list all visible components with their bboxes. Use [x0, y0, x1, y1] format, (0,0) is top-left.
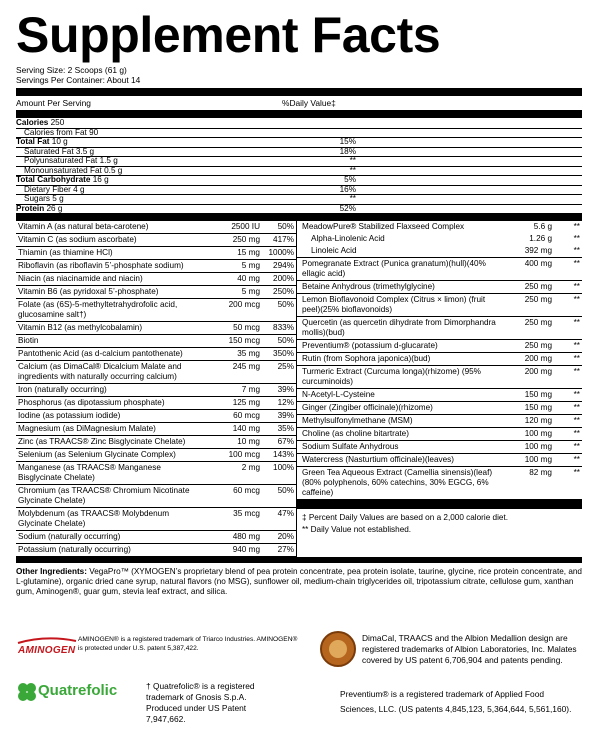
nutrient-name: Calcium (as DimaCal® Dicalcium Malate and ingredients with naturally occurring calcium): [18, 362, 182, 381]
macro-name: Total Carbohydrate 16 g: [16, 175, 109, 185]
nutrient-amount: 200 mcg: [228, 300, 260, 309]
nutrient-row: [297, 389, 582, 402]
footnote-not-established: ** Daily Value not established.: [302, 525, 412, 534]
nutrient-daily-value: **: [573, 390, 580, 399]
macro-row: [16, 137, 582, 147]
nutrient-row: [297, 467, 582, 499]
daily-value-header: %Daily Value‡: [282, 97, 336, 108]
nutrient-amount: 250 mg: [524, 341, 552, 350]
nutrient-name: Turmeric Extract (Curcuma longa)(rhizome) (95% curcuminoids): [302, 367, 481, 386]
nutrient-amount: 5.6 g: [533, 222, 552, 231]
nutrient-amount: 200 mg: [524, 354, 552, 363]
nutrient-amount: 15 mg: [237, 248, 260, 257]
nutrient-row: [16, 485, 296, 508]
nutrient-amount: 940 mg: [232, 545, 260, 554]
macro-name: Calories from Fat 90: [24, 127, 99, 137]
nutrient-row: [16, 247, 296, 260]
nutrient-amount: 140 mg: [232, 424, 260, 433]
macro-name: Polyunsaturated Fat 1.5 g: [24, 156, 118, 166]
nutrient-daily-value: 35%: [277, 424, 294, 433]
macro-row: [16, 204, 582, 214]
nutrient-name: Niacin (as niacinamide and niacin): [18, 274, 143, 283]
macro-daily-value: 15%: [339, 137, 356, 147]
nutrient-daily-value: **: [573, 222, 580, 231]
left-nutrient-column: [16, 221, 297, 557]
nutrient-row: [16, 348, 296, 361]
nutrient-name: Vitamin A (as natural beta-carotene): [18, 222, 149, 231]
nutrient-name: Vitamin B6 (as pyridoxal 5’-phosphate): [18, 287, 159, 296]
right-nutrient-column: [297, 221, 582, 557]
nutrient-amount: 150 mcg: [228, 336, 260, 345]
nutrient-name: Potassium (naturally occurring): [18, 545, 131, 554]
footnotes: [297, 509, 582, 539]
nutrient-amount: 245 mg: [232, 362, 260, 371]
clover-icon: [16, 681, 38, 703]
nutrient-daily-value: 12%: [277, 398, 294, 407]
page-title: Supplement Facts: [16, 7, 441, 63]
other-ingredients: [16, 557, 582, 597]
nutrient-name: Choline (as choline bitartrate): [302, 429, 409, 438]
nutrient-amount: 60 mcg: [233, 486, 260, 495]
nutrient-amount: 5 mg: [241, 287, 260, 296]
nutrient-daily-value: **: [573, 282, 580, 291]
nutrient-daily-value: 50%: [277, 222, 294, 231]
preventium-trademark: Preventium® is a registered trademark of Applied Food Sciences, LLC. (US patents 4,845,123, 5,364,644, 5,561,160).: [340, 689, 572, 714]
nutrient-name: MeadowPure® Stabilized Flaxseed Complex: [302, 222, 465, 231]
nutrient-row: [297, 340, 582, 353]
nutrient-row: [16, 234, 296, 247]
nutrient-name: Molybdenum (as TRAACS® Molybdenum Glycinate Chelate): [18, 509, 170, 528]
nutrient-name: Pantothenic Acid (as d-calcium pantothenate): [18, 349, 183, 358]
quatrefolic-trademark: † Quatrefolic® is a registered trademark of Gnosis S.p.A. Produced under US Patent 7,947,662.: [146, 681, 255, 724]
nutrient-name: Rutin (from Sophora japonica)(bud): [302, 354, 431, 363]
nutrient-name: Magnesium (as DiMagnesium Malate): [18, 424, 156, 433]
nutrient-name: Chromium (as TRAACS® Chromium Nicotinate Glycinate Chelate): [18, 486, 190, 505]
nutrient-row: [297, 294, 582, 317]
macro-daily-value: 5%: [344, 175, 356, 185]
nutrient-row: [16, 322, 296, 335]
macro-name: Saturated Fat 3.5 g: [24, 146, 95, 156]
nutrient-row: [16, 423, 296, 436]
macro-name: Calories 250: [16, 117, 65, 127]
macro-daily-value: **: [349, 165, 356, 175]
nutrient-daily-value: 250%: [273, 287, 294, 296]
nutrient-amount: 480 mg: [232, 532, 260, 541]
nutrient-row: [16, 286, 296, 299]
nutrient-row: [297, 454, 582, 467]
nutrient-name: Lemon Bioflavonoid Complex (Citrus × limon) (fruit peel)(25% bioflavonoids): [302, 295, 486, 314]
macro-daily-value: 18%: [339, 146, 356, 156]
nutrient-amount: 250 mg: [524, 318, 552, 327]
nutrient-daily-value: 417%: [273, 235, 294, 244]
macro-row: [16, 128, 582, 138]
nutrient-amount: 150 mg: [524, 403, 552, 412]
nutrient-amount: 400 mg: [524, 259, 552, 268]
nutrient-amount: 100 mcg: [228, 450, 260, 459]
nutrient-daily-value: 50%: [277, 336, 294, 345]
footnote-daily-value: ‡ Percent Daily Values are based on a 2,000 calorie diet.: [302, 513, 509, 522]
nutrient-name: Selenium (as Selenium Glycinate Complex): [18, 450, 176, 459]
aminogen-trademark: AMINOGEN® is a registered trademark of Triarco Industries. AMINOGEN® is protected under U.S. patent 5,387,422.: [78, 636, 298, 652]
nutrient-daily-value: **: [573, 341, 580, 350]
nutrient-amount: 250 mg: [524, 295, 552, 304]
nutrient-name: Manganese (as TRAACS® Manganese Bisglycinate Chelate): [18, 463, 161, 482]
nutrient-daily-value: **: [573, 468, 580, 477]
nutrient-columns: [16, 213, 582, 557]
nutrient-daily-value: **: [573, 259, 580, 268]
footnote-bar: [297, 499, 582, 509]
nutrient-name: Quercetin (as quercetin dihydrate from Dimorphandra mollis)(bud): [302, 318, 496, 337]
macro-row: [16, 147, 582, 157]
serving-size: Serving Size: 2 Scoops (61 g): [16, 65, 127, 75]
nutrient-amount: 200 mg: [524, 367, 552, 376]
amount-header-row: [16, 96, 582, 110]
nutrient-daily-value: **: [573, 354, 580, 363]
nutrient-name: Folate (as (6S)-5-methyltetrahydrofolic acid, glucosamine salt†): [18, 300, 178, 319]
macro-daily-value: 16%: [339, 184, 356, 194]
nutrient-name: Green Tea Aqueous Extract (Camellia sinensis)(leaf) (80% polyphenols, 60% catechins, 30% EGCG, 6% caffeine): [302, 468, 493, 497]
nutrient-amount: 82 mg: [529, 468, 552, 477]
nutrient-daily-value: 1000%: [268, 248, 294, 257]
nutrient-row: [297, 233, 582, 245]
macro-name: Total Fat 10 g: [16, 137, 68, 147]
nutrient-name: Linoleic Acid: [311, 246, 357, 255]
nutrient-name: Methylsulfonylmethane (MSM): [302, 416, 413, 425]
nutrient-name: N-Acetyl-L-Cysteine: [302, 390, 375, 399]
nutrient-daily-value: **: [573, 367, 580, 376]
nutrient-amount: 35 mcg: [233, 509, 260, 518]
other-ingredients-label: Other Ingredients:: [16, 567, 87, 576]
nutrient-name: Preventium® (potassium d-glucarate): [302, 341, 438, 350]
nutrient-amount: 100 mg: [524, 455, 552, 464]
nutrient-row: [16, 221, 296, 234]
macro-daily-value: **: [349, 194, 356, 204]
macro-row: [16, 194, 582, 204]
albion-trademark: DimaCal, TRAACS and the Albion Medallion design are registered trademarks of Albion Laboratories, Inc. Malates covered by US patent 6,706,904 and patents pending.: [362, 633, 577, 665]
nutrient-amount: 250 mg: [524, 282, 552, 291]
nutrient-amount: 2500 IU: [231, 222, 260, 231]
nutrient-daily-value: 39%: [277, 385, 294, 394]
nutrient-name: Vitamin C (as sodium ascorbate): [18, 235, 137, 244]
nutrient-row: [297, 281, 582, 294]
nutrient-daily-value: **: [573, 455, 580, 464]
macro-daily-value: **: [349, 156, 356, 166]
trademark-section: [16, 627, 582, 727]
nutrient-daily-value: **: [573, 318, 580, 327]
quatrefolic-logo: Quatrefolic: [16, 679, 124, 705]
macro-daily-value: 52%: [339, 203, 356, 213]
nutrient-row: [16, 508, 296, 531]
nutrient-name: Sodium (naturally occurring): [18, 532, 121, 541]
nutrient-row: [16, 410, 296, 423]
nutrient-amount: 100 mg: [524, 429, 552, 438]
nutrient-daily-value: 25%: [277, 362, 294, 371]
nutrient-daily-value: 47%: [277, 509, 294, 518]
macro-name: Dietary Fiber 4 g: [24, 184, 85, 194]
nutrient-daily-value: 833%: [273, 323, 294, 332]
nutrient-daily-value: 50%: [277, 486, 294, 495]
nutrient-daily-value: 294%: [273, 261, 294, 270]
supplement-facts-label: [16, 5, 582, 597]
nutrient-row: [16, 462, 296, 485]
nutrient-name: Iron (naturally occurring): [18, 385, 107, 394]
nutrient-amount: 35 mg: [237, 349, 260, 358]
nutrient-daily-value: **: [573, 234, 580, 243]
nutrient-row: [16, 544, 296, 557]
nutrient-daily-value: **: [573, 246, 580, 255]
nutrient-daily-value: **: [573, 295, 580, 304]
nutrient-row: [297, 366, 582, 389]
macro-name: Protein 26 g: [16, 203, 63, 213]
other-ingredients-text: VegaPro™ (XYMOGEN’s proprietary blend of pea protein concentrate, pea protein isolate, taurine, glycine, rice protein concentrate, and L-glutamine), organic dried cane syrup, natural flavors (no MSG), sunflower oil, medium-chain triglycerides oil, tripotassium citrate, cellulose gum, xanthan gum, Aminogen®, guar gum, stevia leaf extract, and silica.: [16, 567, 582, 596]
nutrient-amount: 392 mg: [524, 246, 552, 255]
nutrient-daily-value: 50%: [277, 300, 294, 309]
nutrient-row: [16, 397, 296, 410]
nutrient-amount: 50 mcg: [233, 323, 260, 332]
nutrient-name: Sodium Sulfate Anhydrous: [302, 442, 399, 451]
nutrient-amount: 5 mg: [241, 261, 260, 270]
nutrient-row: [16, 384, 296, 397]
amount-per-serving: Amount Per Serving: [16, 97, 91, 108]
nutrient-amount: 120 mg: [524, 416, 552, 425]
macro-row: [16, 156, 582, 166]
nutrient-name: Phosphorus (as dipotassium phosphate): [18, 398, 165, 407]
nutrient-amount: 125 mg: [232, 398, 260, 407]
nutrient-name: Iodine (as potassium iodide): [18, 411, 121, 420]
nutrient-daily-value: 67%: [277, 437, 294, 446]
nutrient-amount: 100 mg: [524, 442, 552, 451]
nutrient-name: Riboflavin (as riboflavin 5’-phosphate sodium): [18, 261, 184, 270]
nutrient-name: Zinc (as TRAACS® Zinc Bisglycinate Chelate): [18, 437, 186, 446]
nutrient-row: [297, 428, 582, 441]
nutrient-row: [16, 260, 296, 273]
nutrient-name: Alpha-Linolenic Acid: [311, 234, 385, 243]
nutrient-row: [297, 258, 582, 281]
nutrient-name: Pomegranate Extract (Punica granatum)(hull)(40% ellagic acid): [302, 259, 486, 278]
nutrient-amount: 60 mcg: [233, 411, 260, 420]
nutrient-row: [16, 436, 296, 449]
nutrient-row: [297, 317, 582, 340]
nutrient-daily-value: 100%: [273, 463, 294, 472]
nutrient-amount: 1.26 g: [529, 234, 552, 243]
nutrient-row: [297, 353, 582, 366]
nutrient-daily-value: **: [573, 416, 580, 425]
nutrient-name: Thiamin (as thiamine HCl): [18, 248, 113, 257]
macro-row: [16, 118, 582, 128]
nutrient-daily-value: 20%: [277, 532, 294, 541]
albion-medallion-logo: [320, 631, 356, 667]
aminogen-logo: AMINOGEN: [16, 637, 78, 657]
nutrient-row: [297, 245, 582, 258]
nutrient-row: [16, 335, 296, 348]
nutrient-daily-value: 27%: [277, 545, 294, 554]
nutrient-name: Ginger (Zingiber officinale)(rhizome): [302, 403, 433, 412]
nutrient-amount: 250 mg: [232, 235, 260, 244]
nutrient-row: [297, 441, 582, 454]
macro-nutrients: [16, 118, 582, 213]
macro-name: Sugars 5 g: [24, 194, 64, 204]
nutrient-daily-value: 39%: [277, 411, 294, 420]
nutrient-row: [16, 449, 296, 462]
nutrient-name: Betaine Anhydrous (trimethylglycine): [302, 282, 435, 291]
nutrient-daily-value: **: [573, 429, 580, 438]
nutrient-amount: 2 mg: [241, 463, 260, 472]
divider-thick: [16, 110, 582, 118]
nutrient-amount: 7 mg: [241, 385, 260, 394]
nutrient-amount: 150 mg: [524, 390, 552, 399]
nutrient-row: [16, 273, 296, 286]
divider-thick: [16, 88, 582, 96]
nutrient-amount: 40 mg: [237, 274, 260, 283]
nutrient-row: [16, 361, 296, 384]
servings-per-container: Servings Per Container: About 14: [16, 75, 141, 85]
nutrient-amount: 10 mg: [237, 437, 260, 446]
nutrient-row: [16, 531, 296, 544]
nutrient-name: Biotin: [18, 336, 39, 345]
nutrient-daily-value: **: [573, 442, 580, 451]
macro-name: Monounsaturated Fat 0.5 g: [24, 165, 123, 175]
nutrient-name: Watercress (Nasturtium officinale)(leaves): [302, 455, 454, 464]
nutrient-name: Vitamin B12 (as methylcobalamin): [18, 323, 143, 332]
nutrient-daily-value: **: [573, 403, 580, 412]
macro-row: [16, 166, 582, 176]
nutrient-daily-value: 143%: [273, 450, 294, 459]
nutrient-daily-value: 200%: [273, 274, 294, 283]
nutrient-row: [297, 221, 582, 233]
nutrient-row: [16, 299, 296, 322]
nutrient-row: [297, 402, 582, 415]
nutrient-row: [297, 415, 582, 428]
nutrient-daily-value: 350%: [273, 349, 294, 358]
macro-row: [16, 185, 582, 195]
macro-row: [16, 175, 582, 185]
